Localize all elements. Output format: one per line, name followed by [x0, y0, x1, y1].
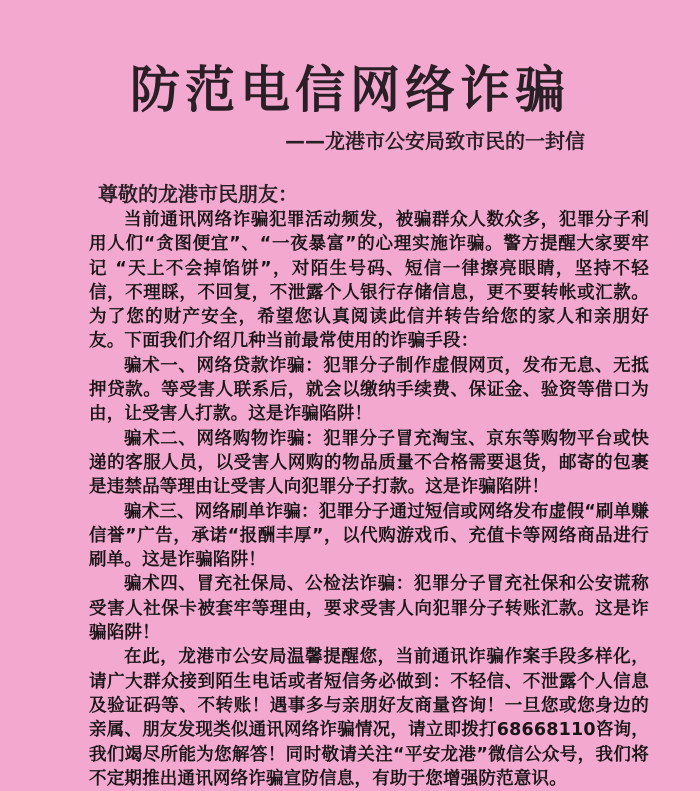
- letter-body: [89, 208, 649, 791]
- letter-greeting: 尊敬的龙港市民朋友：: [98, 182, 298, 206]
- scam-paragraph-loan: 骗术一、网络贷款诈骗：犯罪分子制作虚假网页，发布无息、无抵押贷款。等受害人联系后，就会以缴纳手续费、保证金、验资等借口为由，让受害人打款。这是诈骗陷阱！: [89, 355, 649, 425]
- scam-paragraph-brushing: 骗术三、网络刷单诈骗：犯罪分子通过短信或网络发布虚假“刷单赚信誉”广告，承诺“报酬丰厚”，以代购游戏币、充值卡等网络商品进行刷单。这是诈骗陷阱！: [89, 501, 649, 571]
- page-subtitle: ——龙港市公安局致市民的一封信: [285, 129, 585, 153]
- scam-paragraph-impersonation: 骗术四、冒充社保局、公检法诈骗：犯罪分子冒充社保和公安谎称受害人社保卡被套牢等理由，要求受害人向犯罪分子转账汇款。这是诈骗陷阱！: [89, 574, 649, 644]
- page-title: 防范电信网络诈骗: [130, 60, 570, 119]
- closing-paragraph: 在此，龙港市公安局温馨提醒您，当前通讯诈骗作案手段多样化，请广大群众接到陌生电话或者短信务必做到：不轻信、不泄露个人信息及验证码等、不转账！遇事多与亲朋好友商量咨询！一旦您或您身边的亲属、朋友发现类似通讯网络诈骗情况，请立即拨打68668110咨询，我们竭尽所能为您解答！同时敬请关注“平安龙港”微信公众号，我们将不定期推出通讯网络诈骗宣防信息，有助于您增强防范意识。: [89, 647, 649, 789]
- intro-paragraph: 当前通讯网络诈骗犯罪活动频发，被骗群众人数众多，犯罪分子利用人们“贪图便宜”、“一夜暴富”的心理实施诈骗。警方提醒大家要牢记 “天上不会掉馅饼”，对陌生号码、短信一律擦亮眼睛，坚持不轻信，不理睬，不回复，不泄露个人银行存储信息，更不要转帐或汇款。为了您的财产安全，希望您认真阅读此信并转告给您的家人和亲朋好友。下面我们介绍几种当前最常使用的诈骗手段：: [89, 210, 649, 352]
- scam-paragraph-shopping: 骗术二、网络购物诈骗：犯罪分子冒充淘宝、京东等购物平台或快递的客服人员，以受害人网购的物品质量不合格需要退货，邮寄的包裹是违禁品等理由让受害人向犯罪分子打款。这是诈骗陷阱！: [89, 428, 649, 498]
